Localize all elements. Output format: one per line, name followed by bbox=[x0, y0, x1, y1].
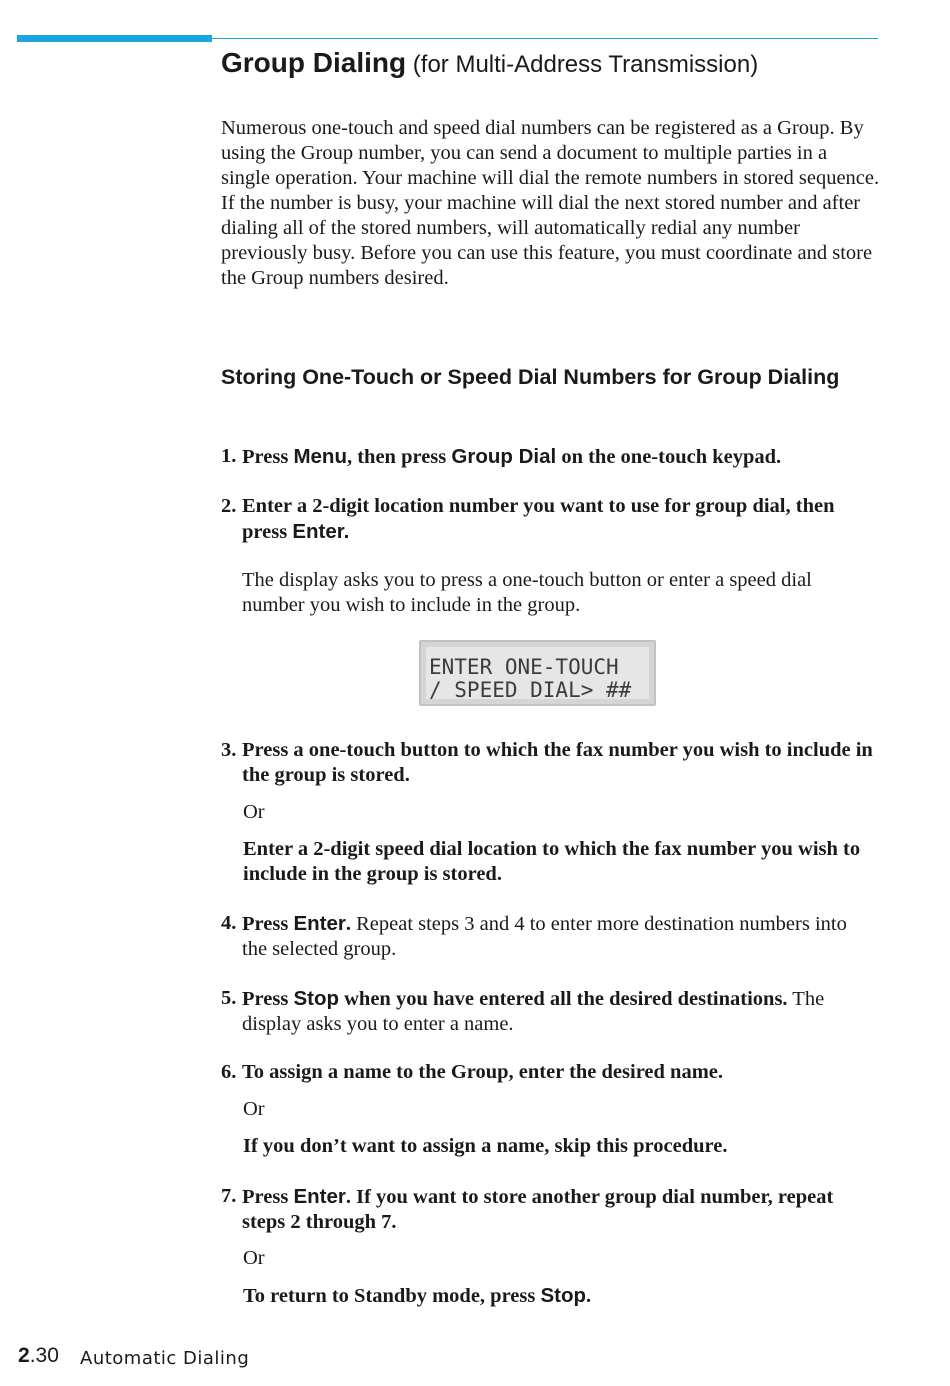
header-accent-rule bbox=[17, 35, 212, 42]
key-menu: Menu bbox=[293, 445, 347, 468]
step-text: Press bbox=[242, 988, 294, 1010]
step-text: To assign a name to the Group, enter the desired name. bbox=[242, 1061, 724, 1083]
chapter-number: 2 bbox=[18, 1344, 30, 1367]
step-7-alternative bbox=[243, 1283, 873, 1309]
page-title-sub: (for Multi-Address Transmission) bbox=[412, 51, 759, 78]
step-text: on the one-touch keypad. bbox=[556, 446, 782, 468]
key-group-dial: Group Dial bbox=[451, 445, 557, 468]
key-stop: Stop bbox=[293, 987, 339, 1010]
header-rule bbox=[212, 38, 878, 39]
key-enter: Enter bbox=[293, 912, 346, 935]
footer-section-title: Automatic Dialing bbox=[80, 1348, 250, 1369]
step-number: 2. bbox=[221, 495, 237, 517]
step-3-alternative: Enter a 2-digit speed dial location to which the fax number you wish to include in the group is stored. bbox=[243, 838, 861, 885]
lcd-line-2: / SPEED DIAL> ## bbox=[429, 678, 632, 702]
step-text: when you have entered all the desired destinations. bbox=[338, 988, 788, 1010]
key-enter: Enter. bbox=[292, 520, 350, 543]
step-text: . If you want to store another group dial number, repeat steps 2 through 7. bbox=[242, 1186, 834, 1233]
step-6 bbox=[221, 1060, 876, 1085]
step-number: 4. bbox=[221, 912, 237, 934]
or-label: Or bbox=[243, 1247, 265, 1269]
lcd-line-1: ENTER ONE-TOUCH bbox=[429, 655, 619, 679]
page-title bbox=[221, 47, 758, 79]
step-text: , then press bbox=[346, 446, 452, 468]
step-text: Enter a 2-digit location number you want to use for group dial, then press bbox=[242, 495, 835, 543]
lcd-screen bbox=[426, 647, 649, 702]
step-2 bbox=[221, 494, 876, 545]
or-label: Or bbox=[243, 801, 265, 823]
step-text: Press a one-touch button to which the fax number you wish to include in the group is stored. bbox=[242, 739, 873, 786]
step-4 bbox=[221, 911, 876, 962]
step-text: The display asks you to enter a name. bbox=[242, 988, 825, 1035]
key-enter: Enter bbox=[293, 1185, 346, 1208]
step-1 bbox=[221, 444, 876, 470]
step-text: Press bbox=[242, 446, 294, 468]
key-stop: Stop bbox=[540, 1284, 587, 1307]
step-text: Press bbox=[242, 1186, 294, 1208]
intro-paragraph: Numerous one-touch and speed dial numbers can be registered as a Group. By using the Group number, you can send a document to multiple parties in a single operation. Your machine will dial the remote numbers in stored sequence. If the number is busy, your machine will dial the next stored number and after dialing all of the stored numbers, will automatically redial any number previously busy. Before you can use this feature, you must coordinate and store the Group numbers desired. bbox=[221, 117, 880, 289]
step-7 bbox=[221, 1184, 876, 1235]
step-number: 3. bbox=[221, 739, 237, 761]
section-heading: Storing One-Touch or Speed Dial Numbers for Group Dialing bbox=[221, 365, 840, 389]
step-text: Repeat steps 3 and 4 to enter more destination numbers into the selected group. bbox=[242, 913, 847, 960]
step-number: 7. bbox=[221, 1185, 237, 1207]
page-number-suffix: .30 bbox=[29, 1344, 59, 1367]
step-number: 1. bbox=[221, 445, 237, 467]
step-3 bbox=[221, 738, 876, 788]
step-text: . bbox=[345, 913, 351, 935]
lcd-display bbox=[419, 640, 656, 706]
step-number: 6. bbox=[221, 1061, 237, 1083]
or-label: Or bbox=[243, 1098, 265, 1120]
step-text: . bbox=[586, 1285, 592, 1307]
step-6-alternative: If you don’t want to assign a name, skip this procedure. bbox=[243, 1135, 728, 1157]
step-text: Press bbox=[242, 913, 294, 935]
step-text: To return to Standby mode, press bbox=[243, 1285, 541, 1307]
step-5 bbox=[221, 986, 876, 1037]
page-number bbox=[18, 1344, 59, 1368]
page-title-main: Group Dialing bbox=[221, 47, 407, 78]
step-number: 5. bbox=[221, 987, 237, 1009]
step-2-note: The display asks you to press a one-touch button or enter a speed dial number you wish to include in the group. bbox=[242, 569, 812, 616]
